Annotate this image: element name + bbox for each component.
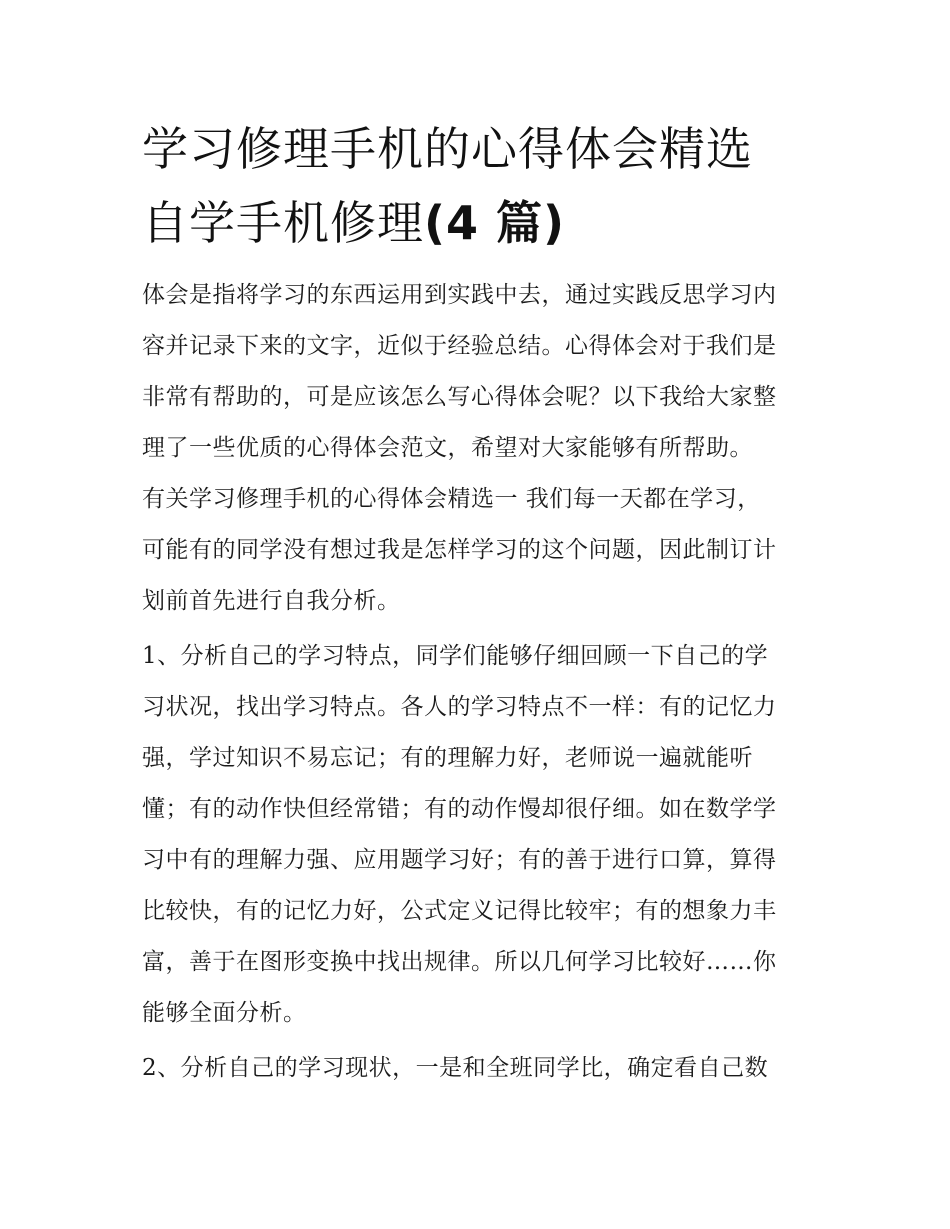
text-line: 能够全面分析。 <box>142 1000 307 1026</box>
text-line: 有关学习修理手机的心得体会精选一 我们每一天都在学习， <box>142 486 761 512</box>
text-line: 非常有帮助的，可是应该怎么写心得体会呢？以下我给大家整 <box>142 384 777 410</box>
title-count: (4 篇) <box>424 196 566 250</box>
text-line: 划前首先进行自我分析。 <box>142 588 401 614</box>
document-title <box>142 112 822 260</box>
text-line: 容并记录下来的文字，近似于经验总结。心得体会对于我们是 <box>142 333 777 359</box>
text-line: 富，善于在图形变换中找出规律。所以几何学习比较好……你 <box>142 949 777 975</box>
title-line-2 <box>142 186 822 260</box>
point-1-paragraph <box>142 631 822 1039</box>
text-line: 懂；有的动作快但经常错；有的动作慢却很仔细。如在数学学 <box>142 796 777 822</box>
title-line-1: 学习修理手机的心得体会精选 <box>142 122 753 176</box>
intro-paragraph <box>142 270 822 474</box>
text-line: 1、分析自己的学习特点，同学们能够仔细回顾一下自己的学 <box>142 643 769 669</box>
document-page <box>142 112 822 1094</box>
text-line: 理了一些优质的心得体会范文，希望对大家能够有所帮助。 <box>142 435 753 461</box>
title-line-2-text: 自学手机修理 <box>142 196 424 250</box>
text-line: 强，学过知识不易忘记；有的理解力好，老师说一遍就能听 <box>142 745 753 771</box>
point-2-paragraph <box>142 1043 822 1094</box>
text-line: 体会是指将学习的东西运用到实践中去，通过实践反思学习内 <box>142 282 777 308</box>
essay-paragraph <box>142 474 822 627</box>
text-line: 习中有的理解力强、应用题学习好；有的善于进行口算，算得 <box>142 847 777 873</box>
text-line: 比较快，有的记忆力好，公式定义记得比较牢；有的想象力丰 <box>142 898 777 924</box>
text-line: 可能有的同学没有想过我是怎样学习的这个问题，因此制订计 <box>142 537 777 563</box>
text-line: 习状况，找出学习特点。各人的学习特点不一样：有的记忆力 <box>142 694 777 720</box>
text-line: 2、分析自己的学习现状，一是和全班同学比，确定看自己数 <box>142 1055 769 1081</box>
